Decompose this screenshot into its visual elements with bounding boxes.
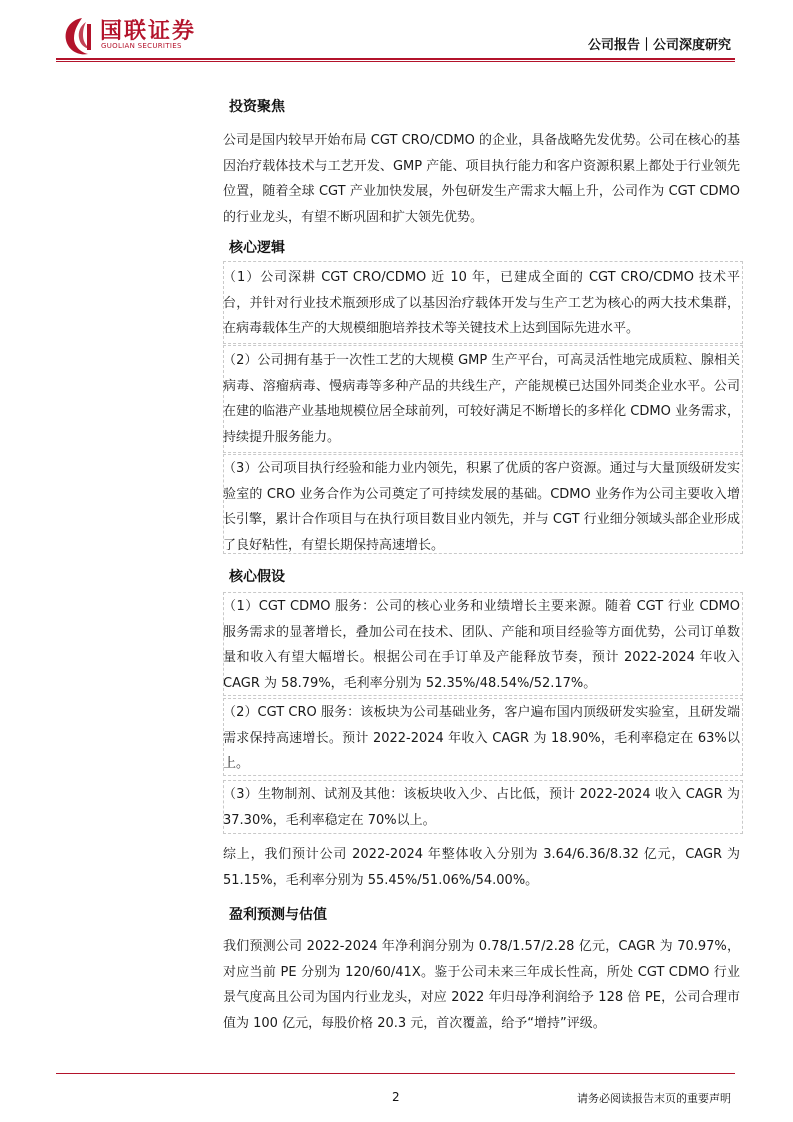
assumption-summary: 综上，我们预计公司 2022-2024 年整体收入分别为 3.64/6.36/8.32 亿元，CAGR 为 51.15%，毛利率分别为 55.45%/51.06%/54.00%。 xyxy=(223,847,740,888)
guolian-logo-icon xyxy=(60,14,96,58)
report-type-label: 公司报告｜公司深度研究 xyxy=(587,38,731,53)
valuation-paragraph: 我们预测公司 2022-2024 年净利润分别为 0.78/1.57/2.28 亿元，CAGR 为 70.97%，对应当前 PE 分别为 120/60/41X。鉴于公司未来三年成长性高，所处 CGT CDMO 行业景气度高且公司为国内行业龙头，对应 2022 年归母净利润给予 128 倍 PE，公司合理市值为 100 亿元，每股价格 20.3 元，首次覆盖，给予“增持”评级。 xyxy=(223,939,740,1031)
footer-disclaimer: 请务必阅读报告末页的重要声明 xyxy=(577,1092,731,1105)
header-divider-thin xyxy=(56,61,735,62)
focus-paragraph: 公司是国内较早开始布局 CGT CRO/CDMO 的企业，具备战略先发优势。公司在核心的基因治疗载体技术与工艺开发、GMP 产能、项目执行能力和客户资源积累上都处于行业领先位置，随着全球 CGT 产业加快发展，外包研发生产需求大幅上升，公司作为 CGT CDMO 的行业龙头，有望不断巩固和扩大领先优势。 xyxy=(223,133,740,225)
logo-english-text: GUOLIAN SECURITIES xyxy=(101,42,182,50)
section-title-logic: 核心逻辑 xyxy=(229,240,285,256)
section-title-valuation: 盈利预测与估值 xyxy=(229,907,327,923)
assumption-paragraph-1: （1）CGT CDMO 服务：公司的核心业务和业绩增长主要来源。随着 CGT 行业 CDMO 服务需求的显著增长，叠加公司在技术、团队、产能和项目经验等方面优势，公司订单数量和收入有望大幅增长。根据公司在手订单及产能释放节奏，预计 2022-2024 年收入 CAGR 为 58.79%，毛利率分别为 52.35%/48.54%/52.17%。 xyxy=(223,599,740,691)
page-number: 2 xyxy=(392,1090,400,1104)
assumption-paragraph-3: （3）生物制剂、试剂及其他：该板块收入少、占比低，预计 2022-2024 收入 CAGR 为 37.30%，毛利率稳定在 70%以上。 xyxy=(223,787,740,828)
section-title-focus: 投资聚焦 xyxy=(229,99,285,115)
logic-paragraph-1: （1）公司深耕 CGT CRO/CDMO 近 10 年，已建成全面的 CGT CRO/CDMO 技术平台，并针对行业技术瓶颈形成了以基因治疗载体开发与生产工艺为核心的两大技术集群，在病毒载体生产的大规模细胞培养技术等关键技术上达到国际先进水平。 xyxy=(223,270,740,336)
assumption-paragraph-2: （2）CGT CRO 服务：该板块为公司基础业务，客户遍布国内顶级研发实验室，且研发端需求保持高速增长。预计 2022-2024 年收入 CAGR 为 18.90%，毛利率稳定在 63%以上。 xyxy=(223,705,740,771)
logic-paragraph-2: （2）公司拥有基于一次性工艺的大规模 GMP 生产平台，可高灵活性地完成质粒、腺相关病毒、溶瘤病毒、慢病毒等多种产品的共线生产，产能规模已达国外同类企业水平。公司在建的临港产业基地规模位居全球前列，可较好满足不断增长的多样化 CDMO 业务需求，持续提升服务能力。 xyxy=(223,353,740,445)
footer-divider xyxy=(56,1073,735,1074)
logo-chinese-text: 国联证券 xyxy=(100,19,197,44)
section-title-assumptions: 核心假设 xyxy=(229,569,285,585)
header-divider xyxy=(56,58,735,60)
company-logo xyxy=(60,14,210,58)
logic-paragraph-3: （3）公司项目执行经验和能力业内领先，积累了优质的客户资源。通过与大量顶级研发实验室的 CRO 业务合作为公司奠定了可持续发展的基础。CDMO 业务作为公司主要收入增长引擎，累计合作项目与在执行项目数目业内领先，并与 CGT 行业细分领域头部企业形成了良好粘性，有望长期保持高速增长。 xyxy=(223,461,740,553)
